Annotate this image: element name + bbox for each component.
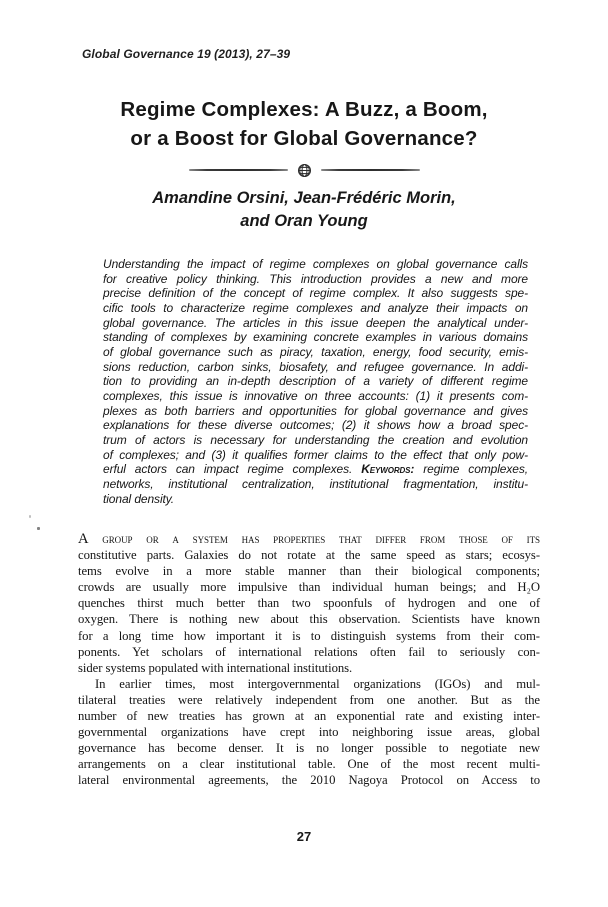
author-names bbox=[0, 187, 608, 232]
text-line: plexes as both barriers and opportunities for global governance and gives bbox=[103, 403, 528, 418]
title-line-1: Regime Complexes: A Buzz, a Boom, bbox=[120, 98, 488, 121]
text-line: of global governance such as piracy, taxation, energy, food security, emis- bbox=[103, 344, 528, 359]
authors-line-1: Amandine Orsini, Jean-Frédéric Morin, bbox=[152, 189, 456, 207]
paragraph2-first-line: In earlier times, most intergovernmental organizations (IGOs) and mul- bbox=[95, 676, 540, 691]
text-line: sions reduction, carbon sinks, biosafety, and refugee governance. In addi- bbox=[103, 359, 528, 374]
scan-artifact bbox=[37, 527, 40, 530]
globe-icon bbox=[297, 163, 312, 178]
keyword-line-post: regime complexes, bbox=[414, 462, 528, 477]
paragraph2-lines bbox=[78, 692, 540, 789]
paragraph1-lines bbox=[78, 547, 540, 660]
text-line: for a long time how important it is to distinguish systems from their com- bbox=[78, 628, 540, 643]
text-line: crowds are usually more impulsive than individual human beings; and H₂O bbox=[78, 580, 540, 595]
paragraph1-opening-line: A group or a system has properties that differ from those of its bbox=[78, 531, 540, 547]
text-line: constitutive parts. Galaxies do not rotate at the same speed as stars; ecosys- bbox=[78, 548, 540, 563]
abstract-lines bbox=[103, 257, 528, 462]
text-line: quenches thirst much better than two spoonfuls of hydrogen and one of bbox=[78, 596, 540, 611]
text-line: trum of actors is necessary for understanding the creation and evolution bbox=[103, 432, 528, 447]
authors-line-2: and Oran Young bbox=[240, 211, 368, 230]
running-head: Global Governance 19 (2013), 27–39 bbox=[82, 47, 291, 61]
text-line: of complexes; and (3) it qualifies former claims to the effect that only pow- bbox=[103, 447, 528, 462]
divider-rule-right bbox=[321, 169, 420, 171]
abstract-tail-line: networks, institutional centralization, institutional fragmentation, institu- bbox=[103, 476, 528, 491]
keywords-label: Keywords: bbox=[361, 462, 415, 477]
abstract-last-line: tional density. bbox=[103, 491, 174, 506]
text-line: Understanding the impact of regime complexes on global governance calls bbox=[103, 257, 528, 271]
text-line: cific tools to characterize regime complexes and analyze their impacts on bbox=[103, 300, 528, 315]
abstract-keyword-line bbox=[103, 462, 528, 477]
divider-rule-left bbox=[189, 169, 288, 171]
text-line: tilateral treaties were relatively independent from one another. But as the bbox=[78, 692, 540, 707]
text-line: arrangements on a clear institutional table. One of the most recent multi- bbox=[78, 757, 540, 772]
paragraph1-last-line: sider systems populated with international institutions. bbox=[78, 660, 353, 675]
title-line-2: or a Boost for Global Governance? bbox=[130, 126, 478, 150]
text-line: oxygen. There is nothing new about this observation. Scientists have known bbox=[78, 612, 540, 627]
text-line: governance has become denser. It is no longer possible to negotiate new bbox=[78, 741, 540, 756]
body-text bbox=[78, 531, 540, 789]
keyword-line-pre: erful actors can impact regime complexes. bbox=[103, 462, 362, 477]
text-line: ponents. Yet scholars of international relations often fail to seriously con- bbox=[78, 644, 540, 659]
text-line: tion to providing an in-depth description of a variety of different regime bbox=[103, 374, 528, 389]
text-line: number of new treaties has grown at an exponential rate and existing inter- bbox=[78, 709, 540, 724]
text-line: precise definition of the concept of regime complex. It also suggests spe- bbox=[103, 286, 528, 301]
abstract bbox=[103, 257, 528, 506]
text-line: for creative policy thinking. This introduction provides a new and more bbox=[103, 271, 528, 286]
text-line: lateral environmental agreements, the 2010 Nagoya Protocol on Access to bbox=[78, 773, 540, 788]
title-divider bbox=[0, 161, 608, 179]
text-line: standing of complexes by examining concrete examples in various domains bbox=[103, 330, 528, 345]
scan-artifact bbox=[29, 515, 31, 518]
article-title bbox=[0, 96, 608, 153]
text-line: governmental organizations have crept into neighboring issue areas, global bbox=[78, 725, 540, 740]
text-line: explanations for these diverse outcomes; (2) it shows how a broad spec- bbox=[103, 418, 528, 433]
text-line: complexes, this issue is innovative on three accounts: (1) it presents com- bbox=[103, 388, 528, 403]
text-line: tems evolve in a more stable manner than their biological components; bbox=[78, 564, 540, 579]
page-number: 27 bbox=[296, 829, 312, 844]
text-line: global governance. The articles in this issue deepen the analytical under- bbox=[103, 315, 528, 330]
